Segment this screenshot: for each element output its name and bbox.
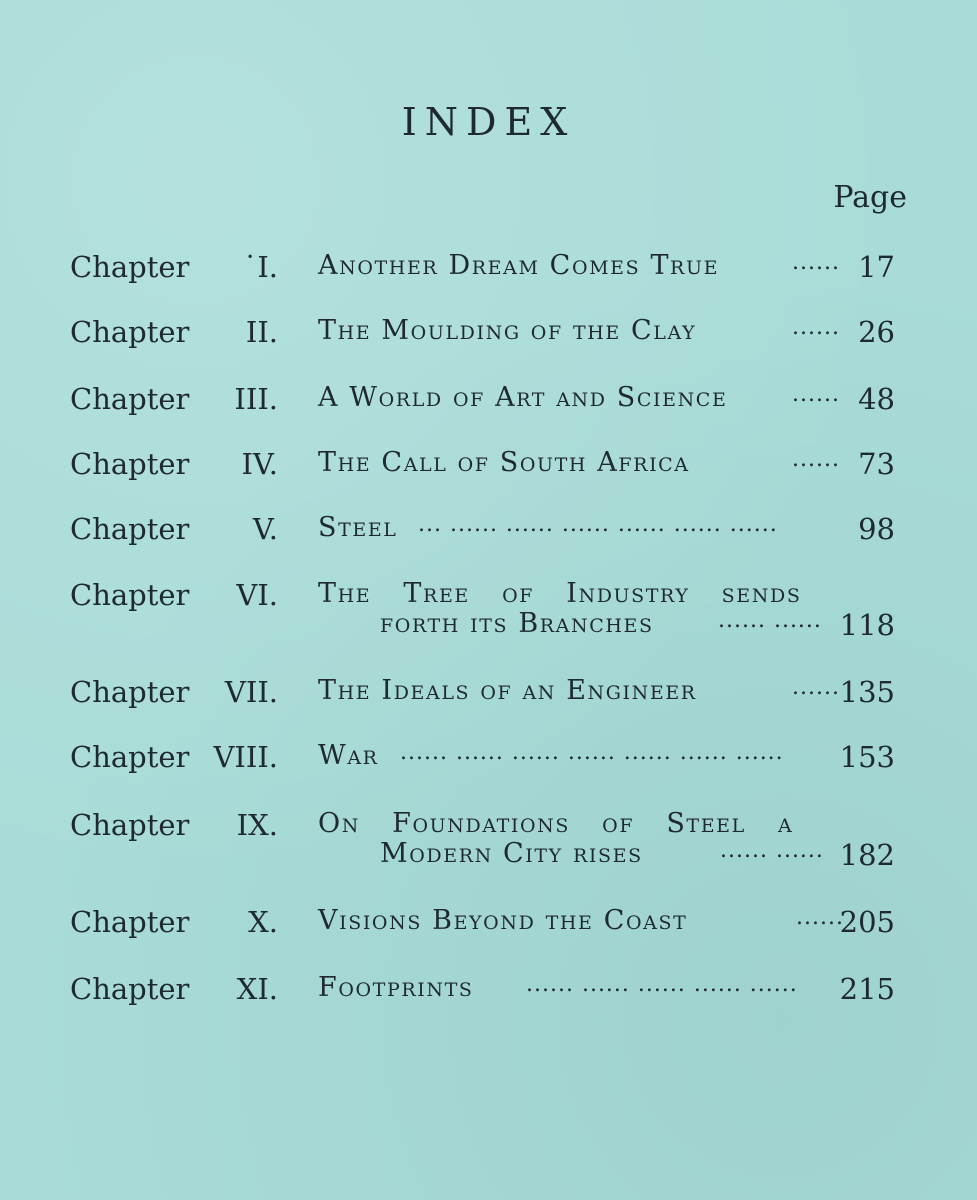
dot-leaders: ...... (792, 382, 840, 407)
chapter-title: The Tree of Industry sends (318, 578, 802, 609)
chapter-label: Chapter (70, 740, 190, 774)
dot-leaders: ...... (792, 315, 840, 340)
chapter-label: Chapter (70, 512, 190, 546)
chapter-title: Steel (318, 512, 398, 543)
page-title: INDEX (401, 100, 576, 144)
chapter-label: Chapter (70, 675, 190, 709)
chapter-title: The Call of South Africa (318, 447, 690, 478)
index-entry (0, 972, 977, 1012)
chapter-label: Chapter (70, 250, 190, 284)
chapter-numeral: IX. (236, 808, 278, 842)
chapter-numeral: III. (234, 382, 278, 416)
chapter-numeral: VII. (224, 675, 278, 709)
chapter-numeral: XI. (236, 972, 278, 1006)
chapter-label: Chapter (70, 905, 190, 939)
index-entry (0, 675, 977, 715)
chapter-title: On Foundations of Steel a (318, 808, 794, 839)
index-entry (0, 382, 977, 422)
dot-leaders: ...... ...... ...... ...... ...... ...... ...... (400, 740, 784, 765)
index-entry (0, 512, 977, 552)
chapter-title-continuation: Modern City rises (380, 838, 643, 869)
dot-leaders: ...... (792, 675, 840, 700)
chapter-numeral: IV. (241, 447, 278, 481)
dot-leaders: ...... (796, 905, 844, 930)
index-entry (0, 578, 977, 650)
dot-leaders: ...... (792, 447, 840, 472)
page-number: 26 (858, 315, 895, 349)
chapter-label: Chapter (70, 578, 190, 612)
page-column-label: Page (833, 180, 907, 215)
chapter-title-continuation: forth its Branches (380, 608, 654, 639)
page-number: 205 (839, 905, 895, 939)
chapter-numeral: ˙I. (242, 250, 278, 284)
dot-leaders: ... ...... ...... ...... ...... ...... ...... (418, 512, 778, 537)
index-entry (0, 447, 977, 487)
chapter-title: War (318, 740, 379, 771)
page-number: 48 (858, 382, 895, 416)
chapter-numeral: VIII. (213, 740, 278, 774)
chapter-numeral: VI. (236, 578, 278, 612)
chapter-title: The Ideals of an Engineer (318, 675, 697, 706)
chapter-title: A World of Art and Science (318, 382, 728, 413)
chapter-label: Chapter (70, 382, 190, 416)
dot-leaders: ...... ...... ...... ...... ...... (526, 972, 798, 997)
chapter-label: Chapter (70, 447, 190, 481)
chapter-title: Visions Beyond the Coast (318, 905, 688, 936)
page-number: 73 (858, 447, 895, 481)
index-entry (0, 315, 977, 355)
index-entry (0, 905, 977, 945)
chapter-numeral: X. (248, 905, 278, 939)
page-number: 215 (839, 972, 895, 1006)
dot-leaders: ...... (792, 250, 840, 275)
page-number: 98 (858, 512, 895, 546)
page-number: 153 (839, 740, 895, 774)
chapter-title: Another Dream Comes True (318, 250, 720, 281)
page-number: 17 (858, 250, 895, 284)
page-number: 135 (839, 675, 895, 709)
chapter-label: Chapter (70, 808, 190, 842)
page-number: 118 (839, 608, 895, 642)
chapter-numeral: V. (252, 512, 278, 546)
index-entry (0, 808, 977, 880)
dot-leaders: ...... ...... (718, 608, 822, 633)
chapter-label: Chapter (70, 315, 190, 349)
page-number: 182 (839, 838, 895, 872)
index-entry (0, 740, 977, 780)
chapter-title: The Moulding of the Clay (318, 315, 697, 346)
index-entry (0, 250, 977, 290)
chapter-title: Footprints (318, 972, 474, 1003)
chapter-label: Chapter (70, 972, 190, 1006)
chapter-numeral: II. (245, 315, 278, 349)
dot-leaders: ...... ...... (720, 838, 824, 863)
